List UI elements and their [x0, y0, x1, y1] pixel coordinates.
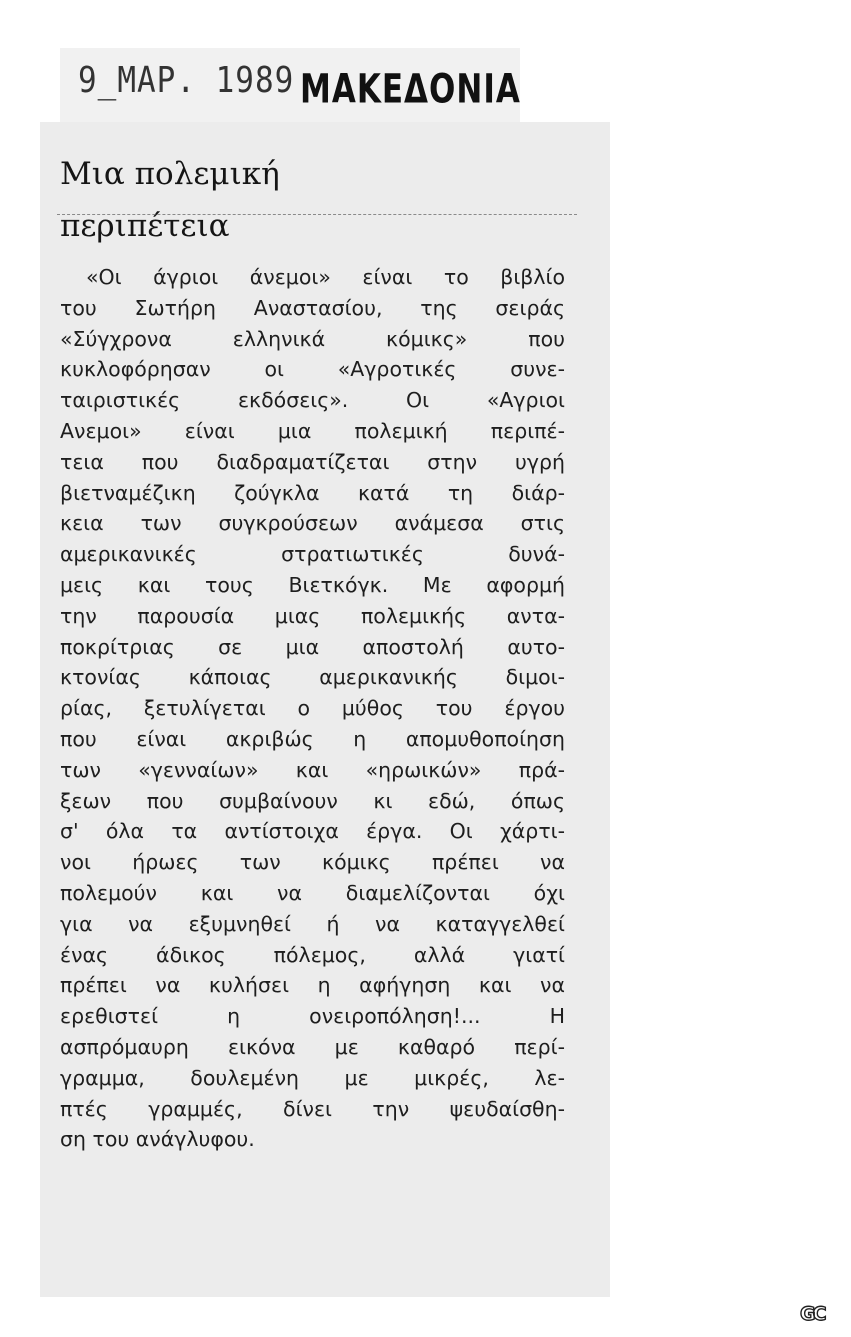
body-line: του Σωτήρη Αναστασίου, της σειράς	[60, 295, 565, 320]
body-line: πτές γραμμές, δίνει την ψευδαίσθη-	[60, 1096, 565, 1121]
body-line: κεια των συγκρούσεων ανάμεσα στις	[60, 511, 565, 536]
body-line: γραμμα, δουλεμένη με μικρές, λε-	[60, 1065, 565, 1090]
body-line: «Οι άγριοι άνεμοι» είναι το βιβλίο	[86, 265, 565, 289]
body-line: ποκρίτριας σε μια αποστολή αυτο-	[60, 634, 565, 659]
body-line: που είναι ακριβώς η απομυθοποίηση	[60, 726, 565, 751]
body-line: την παρουσία μιας πολεμικής αντα-	[60, 603, 565, 628]
body-line: κυκλοφόρησαν οι «Αγροτικές συνε-	[60, 357, 565, 382]
body-line: ένας άδικος πόλεμος, αλλά γιατί	[60, 942, 565, 967]
body-line: για να εξυμνηθεί ή να καταγγελθεί	[60, 911, 565, 936]
article-body	[60, 262, 565, 1155]
body-line: ασπρόμαυρη εικόνα με καθαρό περί-	[60, 1034, 565, 1059]
body-line: μεις και τους Βιετκόγκ. Με αφορμή	[60, 572, 565, 597]
date-stamp: 9_ΜΑΡ. 1989	[78, 60, 295, 102]
body-line: νοι ήρωες των κόμικς πρέπει να	[60, 850, 565, 875]
body-line: των «γενναίων» και «ηρωικών» πρά-	[60, 757, 565, 782]
body-line: αμερικανικές στρατιωτικές δυνά-	[60, 542, 565, 567]
headline-divider	[57, 214, 577, 215]
body-line: πολεμούν και να διαμελίζονται όχι	[60, 880, 565, 905]
headline-line-1: Μια πολεμική	[60, 156, 280, 192]
body-line: τεια που διαδραματίζεται στην υγρή	[60, 449, 565, 474]
body-line: Ανεμοι» είναι μια πολεμική περιπέ-	[60, 418, 565, 443]
body-line: κτονίας κάποιας αμερικανικής διμοι-	[60, 665, 565, 690]
body-line: ξεων που συμβαίνουν κι εδώ, όπως	[60, 788, 565, 813]
body-line: ρίας, ξετυλίγεται ο μύθος του έργου	[60, 696, 565, 721]
body-line: ερεθιστεί η ονειροπόληση!... Η	[60, 1004, 565, 1029]
body-line: ση του ανάγλυφου.	[60, 1127, 255, 1152]
body-line: ταιριστικές εκδόσεις». Οι «Αγριοι	[60, 388, 565, 413]
body-line: σ' όλα τα αντίστοιχα έργα. Οι χάρτι-	[60, 819, 565, 844]
newspaper-name: ΜΑΚΕΔΟΝΙΑ	[300, 66, 521, 113]
body-line: πρέπει να κυλήσει η αφήγηση και να	[60, 973, 565, 998]
body-line: βιετναμέζικη ζούγκλα κατά τη διάρ-	[60, 480, 565, 505]
gc-logo: GC	[800, 1303, 824, 1325]
headline-line-2: περιπέτεια	[60, 208, 230, 244]
article-headline	[60, 148, 280, 252]
body-line: «Σύγχρονα ελληνικά κόμικς» που	[60, 326, 565, 351]
